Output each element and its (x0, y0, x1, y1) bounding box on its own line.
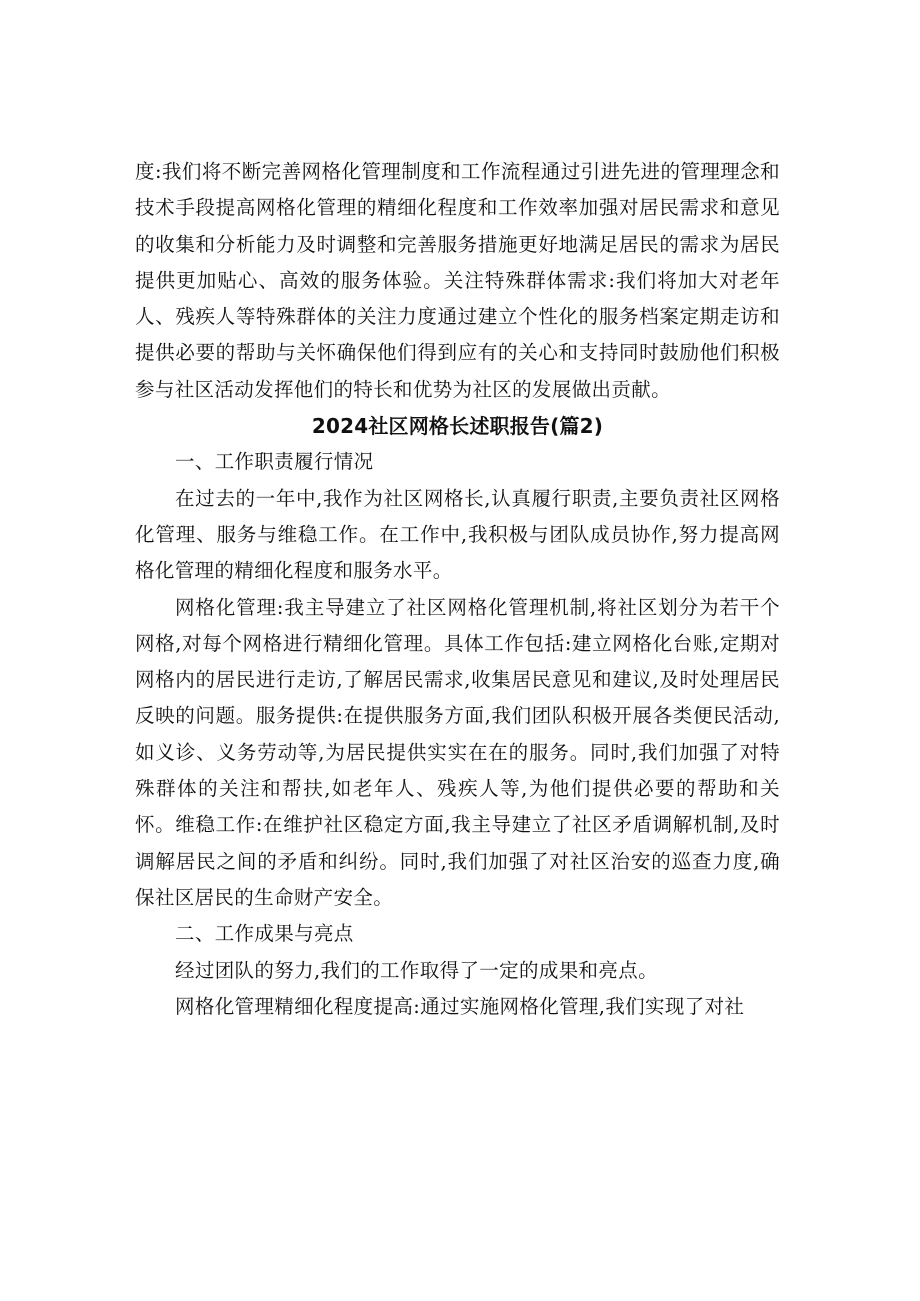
report-heading: 2024社区网格长述职报告(篇2) (311, 414, 604, 439)
section-1-paragraph-1: 在过去的一年中,我作为社区网格长,认真履行职责,主要负责社区网格化管理、服务与维稳工作。在工作中,我积极与团队成员协作,努力提高网格化管理的精细化程度和服务水平。 (135, 486, 780, 583)
section-1-title: 一、工作职责履行情况 (175, 450, 374, 474)
section-2-paragraph-1: 经过团队的努力,我们的工作取得了一定的成果和亮点。 (175, 958, 658, 982)
section-1-paragraph-2: 网格化管理:我主导建立了社区网格化管理机制,将社区划分为若干个网格,对每个网格进行精细化管理。具体工作包括:建立网格化台账,定期对网格内的居民进行走访,了解居民需求,收集居民意见和建议,及时处理居民反映的问题。服务提供:在提供服务方面,我们团队积极开展各类便民活动,如义诊、义务劳动等,为居民提供实实在在的服务。同时,我们加强了对特殊群体的关注和帮扶,如老年人、残疾人等,为他们提供必要的帮助和关怀。维稳工作:在维护社区稳定方面,我主导建立了社区矛盾调解机制,及时调解居民之间的矛盾和纠纷。同时,我们加强了对社区治安的巡查力度,确保社区居民的生命财产安全。 (135, 595, 780, 909)
section-2-title: 二、工作成果与亮点 (175, 922, 354, 946)
document-body (135, 154, 780, 1025)
continued-paragraph: 度:我们将不断完善网格化管理制度和工作流程通过引进先进的管理理念和技术手段提高网格化管理的精细化程度和工作效率加强对居民需求和意见的收集和分析能力及时调整和完善服务措施更好地满足居民的需求为居民提供更加贴心、高效的服务体验。关注特殊群体需求:我们将加大对老年人、残疾人等特殊群体的关注力度通过建立个性化的服务档案定期走访和提供必要的帮助与关怀确保他们得到应有的关心和支持同时鼓励他们积极参与社区活动发挥他们的特长和优势为社区的发展做出贡献。 (135, 160, 780, 401)
section-2-paragraph-2: 网格化管理精细化程度提高:通过实施网格化管理,我们实现了对社 (175, 994, 745, 1018)
